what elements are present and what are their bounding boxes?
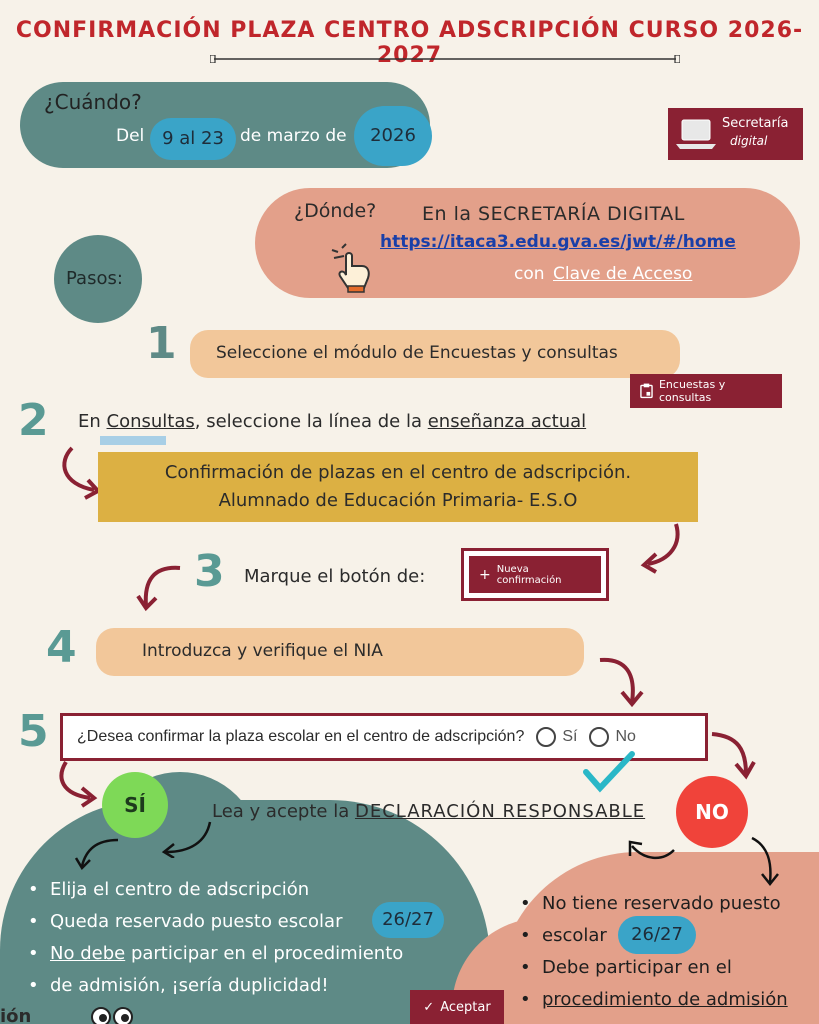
- year-badge: 2026: [354, 106, 432, 166]
- radio-no[interactable]: [589, 727, 609, 747]
- list-item-continued: • procedimiento de admisión: [520, 984, 815, 1016]
- list-item: • Debe participar en el: [520, 952, 815, 984]
- when-question: ¿Cuándo?: [44, 90, 142, 114]
- curved-arrow-icon: [638, 520, 686, 576]
- step-2-line: En Consultas, seleccione la línea de la enseñanza actual: [78, 411, 587, 432]
- step-2-box-line-1: Confirmación de plazas en el centro de adscripción.: [164, 462, 632, 483]
- curved-arrow-icon: [134, 560, 184, 614]
- date-range-badge: 9 al 23: [150, 118, 236, 160]
- title-divider: [210, 55, 680, 63]
- itaca-link[interactable]: https://itaca3.edu.gva.es/jwt/#/home: [380, 232, 736, 252]
- pointer-hand-icon: [322, 238, 378, 294]
- step-4-text: Introduzca y verifique el NIA: [142, 641, 383, 661]
- aceptar-button[interactable]: ✓ Aceptar: [410, 990, 504, 1024]
- when-month-label: de marzo de: [240, 126, 347, 146]
- curved-arrow-icon: [748, 834, 782, 888]
- step-2-number: 2: [18, 395, 49, 446]
- where-place: En la SECRETARÍA DIGITAL: [422, 203, 685, 225]
- curved-arrow-icon: [58, 444, 102, 504]
- curved-arrow-icon: [708, 728, 756, 782]
- logo-text-2: digital: [730, 134, 768, 148]
- confirm-question-text: ¿Desea confirmar la plaza escolar en el centro de adscripción?: [77, 728, 525, 745]
- steps-label: Pasos:: [66, 268, 123, 289]
- si-bullet-list: [28, 874, 468, 1002]
- list-item: • Queda reservado puesto escolar: [28, 906, 468, 938]
- logo-text-1: Secretaría: [722, 116, 789, 131]
- list-item-continued: • de admisión, ¡sería duplicidad!: [28, 970, 468, 1002]
- radio-yes[interactable]: [536, 727, 556, 747]
- si-year-badge: 26/27: [372, 902, 444, 938]
- curved-arrow-icon: [596, 654, 646, 710]
- footer-partial-text: ión: [0, 1006, 32, 1024]
- list-item-continued: • escolar: [520, 920, 815, 952]
- declaration-line: Lea y acepte la DECLARACIÓN RESPONSABLE: [212, 801, 646, 822]
- laptop-icon: [674, 116, 718, 152]
- no-badge: NO: [676, 776, 748, 848]
- list-item: • No debe participar en el procedimiento: [28, 938, 468, 970]
- no-year-badge: 26/27: [618, 916, 696, 954]
- radio-no-label: No: [615, 728, 636, 745]
- step-3-text: Marque el botón de:: [244, 566, 426, 587]
- curved-arrow-icon: [160, 818, 216, 858]
- step-2-box-line-2: Alumnado de Educación Primaria- E.S.O: [218, 490, 578, 511]
- si-badge: SÍ: [102, 772, 168, 838]
- check-icon: ✓: [423, 999, 435, 1015]
- page-title: CONFIRMACIÓN PLAZA CENTRO ADSCRIPCIÓN CURSO 2026-2027: [15, 18, 804, 68]
- secretaria-digital-logo: [668, 108, 803, 160]
- curved-arrow-icon: [626, 830, 678, 864]
- step-5-number: 5: [18, 706, 49, 757]
- step-4-number: 4: [46, 622, 77, 673]
- clave-acceso-link[interactable]: Clave de Acceso: [553, 264, 693, 284]
- when-del-label: Del: [116, 126, 145, 146]
- radio-yes-label: Sí: [562, 728, 578, 745]
- nueva-confirmacion-button[interactable]: + Nueva confirmación: [469, 556, 601, 593]
- eyes-icon: [90, 1006, 136, 1024]
- where-question: ¿Dónde?: [294, 200, 377, 222]
- clipboard-icon: [640, 383, 653, 399]
- list-item: • Elija el centro de adscripción: [28, 874, 468, 906]
- check-icon: [580, 748, 636, 794]
- step-3-number: 3: [194, 546, 225, 597]
- where-con-label: con: [514, 264, 545, 284]
- encuestas-consultas-button[interactable]: Encuestas y consultas: [630, 374, 782, 408]
- consultas-highlight: [100, 436, 166, 445]
- curved-arrow-icon: [70, 832, 126, 872]
- curved-arrow-icon: [52, 760, 100, 808]
- list-item: • No tiene reservado puesto: [520, 888, 815, 920]
- step-1-text: Seleccione el módulo de Encuestas y consultas: [216, 343, 618, 363]
- step-1-number: 1: [146, 318, 177, 369]
